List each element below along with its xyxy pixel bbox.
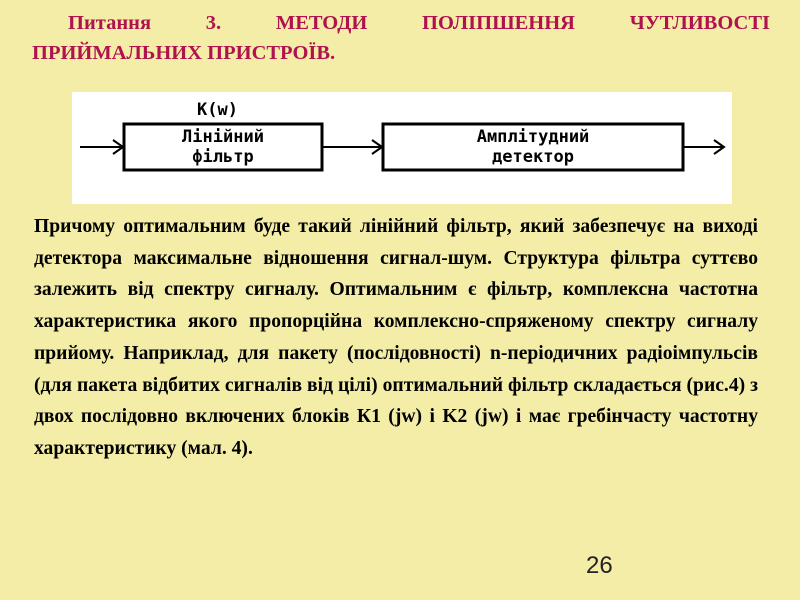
page-number: 26 bbox=[586, 552, 613, 579]
title-line-2: ПРИЙМАЛЬНИХ ПРИСТРОЇВ. bbox=[32, 42, 336, 64]
linear-filter-label-2: фільтр bbox=[192, 147, 254, 167]
block-diagram-svg bbox=[72, 92, 732, 204]
body-paragraph: Причому оптимальним буде такий лінійний фільтр, який забезпечує на виході детектора максимальне відношення сигнал-шум. Структура фільтра суттєво залежить від спектру сигналу. Оптимальним є фільтр, комплексна частотна характеристика якого пропорційна комплексно-спряженому спектру сигналу прийому. Наприклад, для пакету (послідовності) n-періодичних радіоімпульсів (для пакета відбитих сигналів від цілі) оптимальний фільтр складається (рис.4) з двох послідовно включених блоків К1 (jw) і K2 (jw) і має гребінчасту частотну характеристику (мал. 4). bbox=[34, 216, 758, 459]
title-line-1: Питання 3. МЕТОДИ ПОЛІПШЕННЯ ЧУТЛИВОСТІ bbox=[68, 12, 770, 34]
linear-filter-label-1: Лінійний bbox=[182, 127, 264, 147]
transfer-function-label: K(w) bbox=[197, 100, 238, 120]
slide-title bbox=[32, 8, 770, 68]
block-diagram bbox=[72, 92, 732, 204]
amplitude-detector-label-2: детектор bbox=[492, 147, 574, 167]
amplitude-detector-label-1: Амплітудний bbox=[476, 127, 590, 147]
